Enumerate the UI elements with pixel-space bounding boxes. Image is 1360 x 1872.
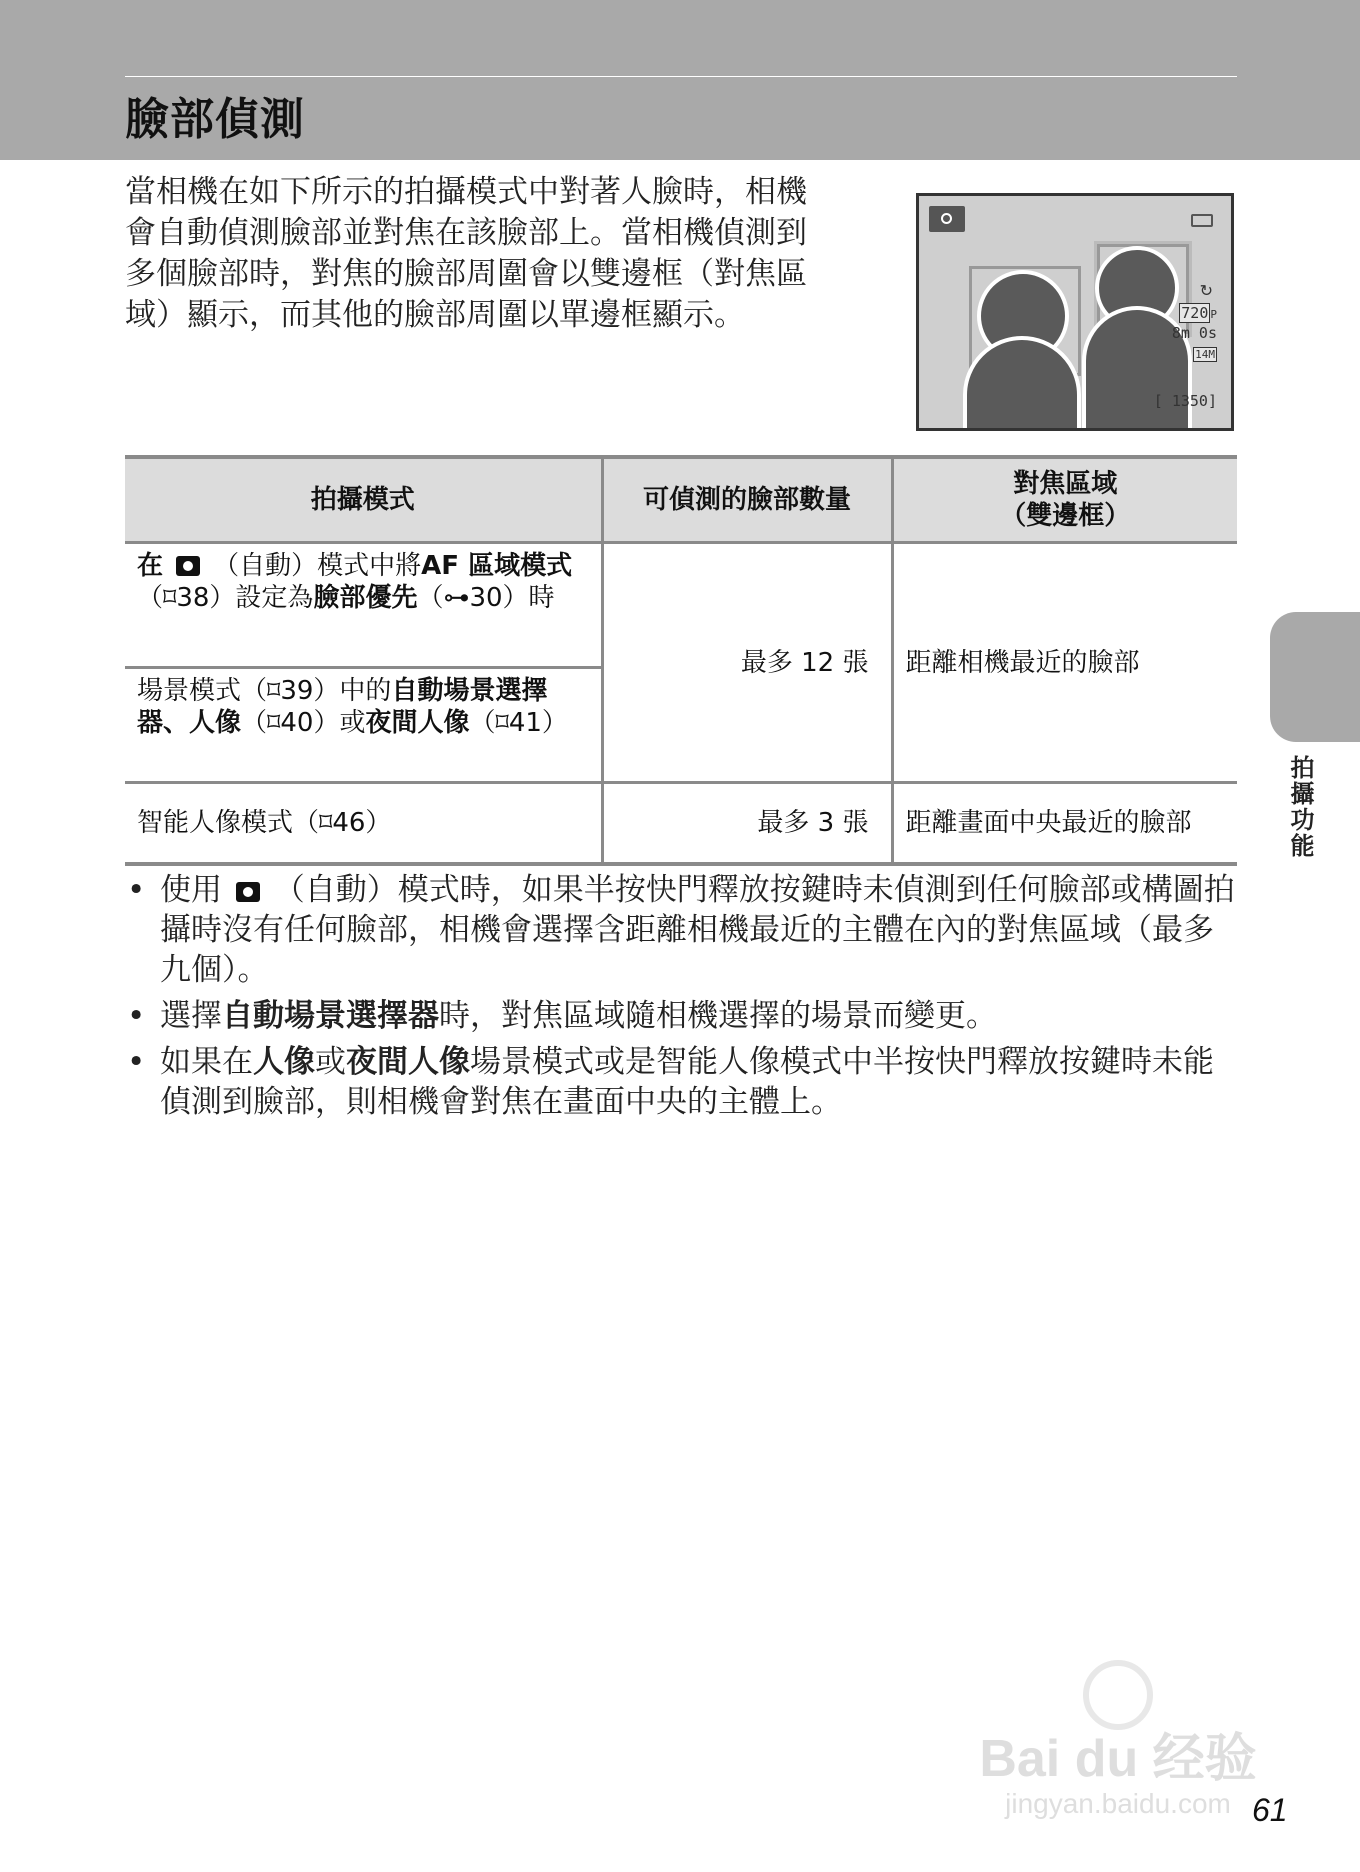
image-mode-indicator: 14M bbox=[1195, 348, 1215, 361]
column-header-count: 可偵測的臉部數量 bbox=[602, 457, 892, 543]
battery-icon bbox=[1191, 214, 1213, 227]
intro-paragraph bbox=[125, 172, 885, 336]
count-cell: 最多 3 張 bbox=[602, 783, 892, 865]
mode-cell: 場景模式（⌑39）中的自動場景選擇器、人像（⌑40）或夜間人像（⌑41） bbox=[125, 668, 602, 783]
mode-cell: 智能人像模式（⌑46） bbox=[125, 783, 602, 865]
section-tab bbox=[1270, 612, 1360, 742]
watermark-url: jingyan.baidu.com bbox=[1005, 1788, 1231, 1819]
movie-time-remaining: 8m 0s bbox=[1171, 324, 1217, 342]
table-header-row bbox=[125, 457, 1237, 543]
watermark bbox=[968, 1660, 1268, 1830]
camera-icon bbox=[929, 206, 965, 232]
list-item: • 使用 （自動）模式時，如果半按快門釋放按鍵時未偵測到任何臉部或構圖拍攝時沒有任何臉部，相機會選擇含距離相機最近的主體在內的對焦區域（最多九個）。 bbox=[125, 870, 1237, 990]
intro-line: 會自動偵測臉部並對焦在該臉部上。當相機偵測到 bbox=[125, 215, 807, 251]
exposures-remaining: [ 1350] bbox=[1153, 392, 1217, 410]
motion-icon: ↻ bbox=[1199, 281, 1213, 300]
area-cell: 距離相機最近的臉部 bbox=[892, 543, 1237, 783]
movie-mode-indicator: 720 P bbox=[1181, 304, 1217, 322]
list-item: • 如果在人像或夜間人像場景模式或是智能人像模式中半按快門釋放按鍵時未能偵測到臉部，則相機會對焦在畫面中央的主體上。 bbox=[125, 1042, 1237, 1122]
intro-line: 當相機在如下所示的拍攝模式中對著人臉時，相機 bbox=[125, 174, 807, 210]
column-header-area: 對焦區域 （雙邊框） bbox=[892, 457, 1237, 543]
auto-mode-icon bbox=[176, 556, 200, 576]
auto-mode-icon bbox=[236, 882, 260, 902]
camera-monitor-illustration bbox=[916, 193, 1234, 431]
area-cell: 距離畫面中央最近的臉部 bbox=[892, 783, 1237, 865]
mode-cell: 在 （自動）模式中將AF 區域模式（⌑38）設定為臉部優先（⊶30）時 bbox=[125, 543, 602, 668]
watermark-brand: Bai du 经验 bbox=[979, 1730, 1257, 1788]
page-number: 61 bbox=[1252, 1792, 1288, 1828]
intro-line: 多個臉部時，對焦的臉部周圍會以雙邊框（對焦區 bbox=[125, 256, 807, 292]
count-cell: 最多 12 張 bbox=[602, 543, 892, 783]
page-title: 臉部偵測 bbox=[125, 94, 305, 145]
table-row bbox=[125, 783, 1237, 865]
notes-list bbox=[125, 870, 1237, 1128]
list-item: • 選擇自動場景選擇器時，對焦區域隨相機選擇的場景而變更。 bbox=[125, 996, 1237, 1036]
section-tab-label: 拍攝功能 bbox=[1286, 755, 1314, 859]
face-detection-table bbox=[125, 455, 1237, 866]
header-rule bbox=[125, 76, 1237, 77]
table-row bbox=[125, 543, 1237, 668]
column-header-mode: 拍攝模式 bbox=[125, 457, 602, 543]
intro-line: 域）顯示，而其他的臉部周圍以單邊框顯示。 bbox=[125, 297, 745, 333]
paw-icon bbox=[1083, 1660, 1153, 1730]
